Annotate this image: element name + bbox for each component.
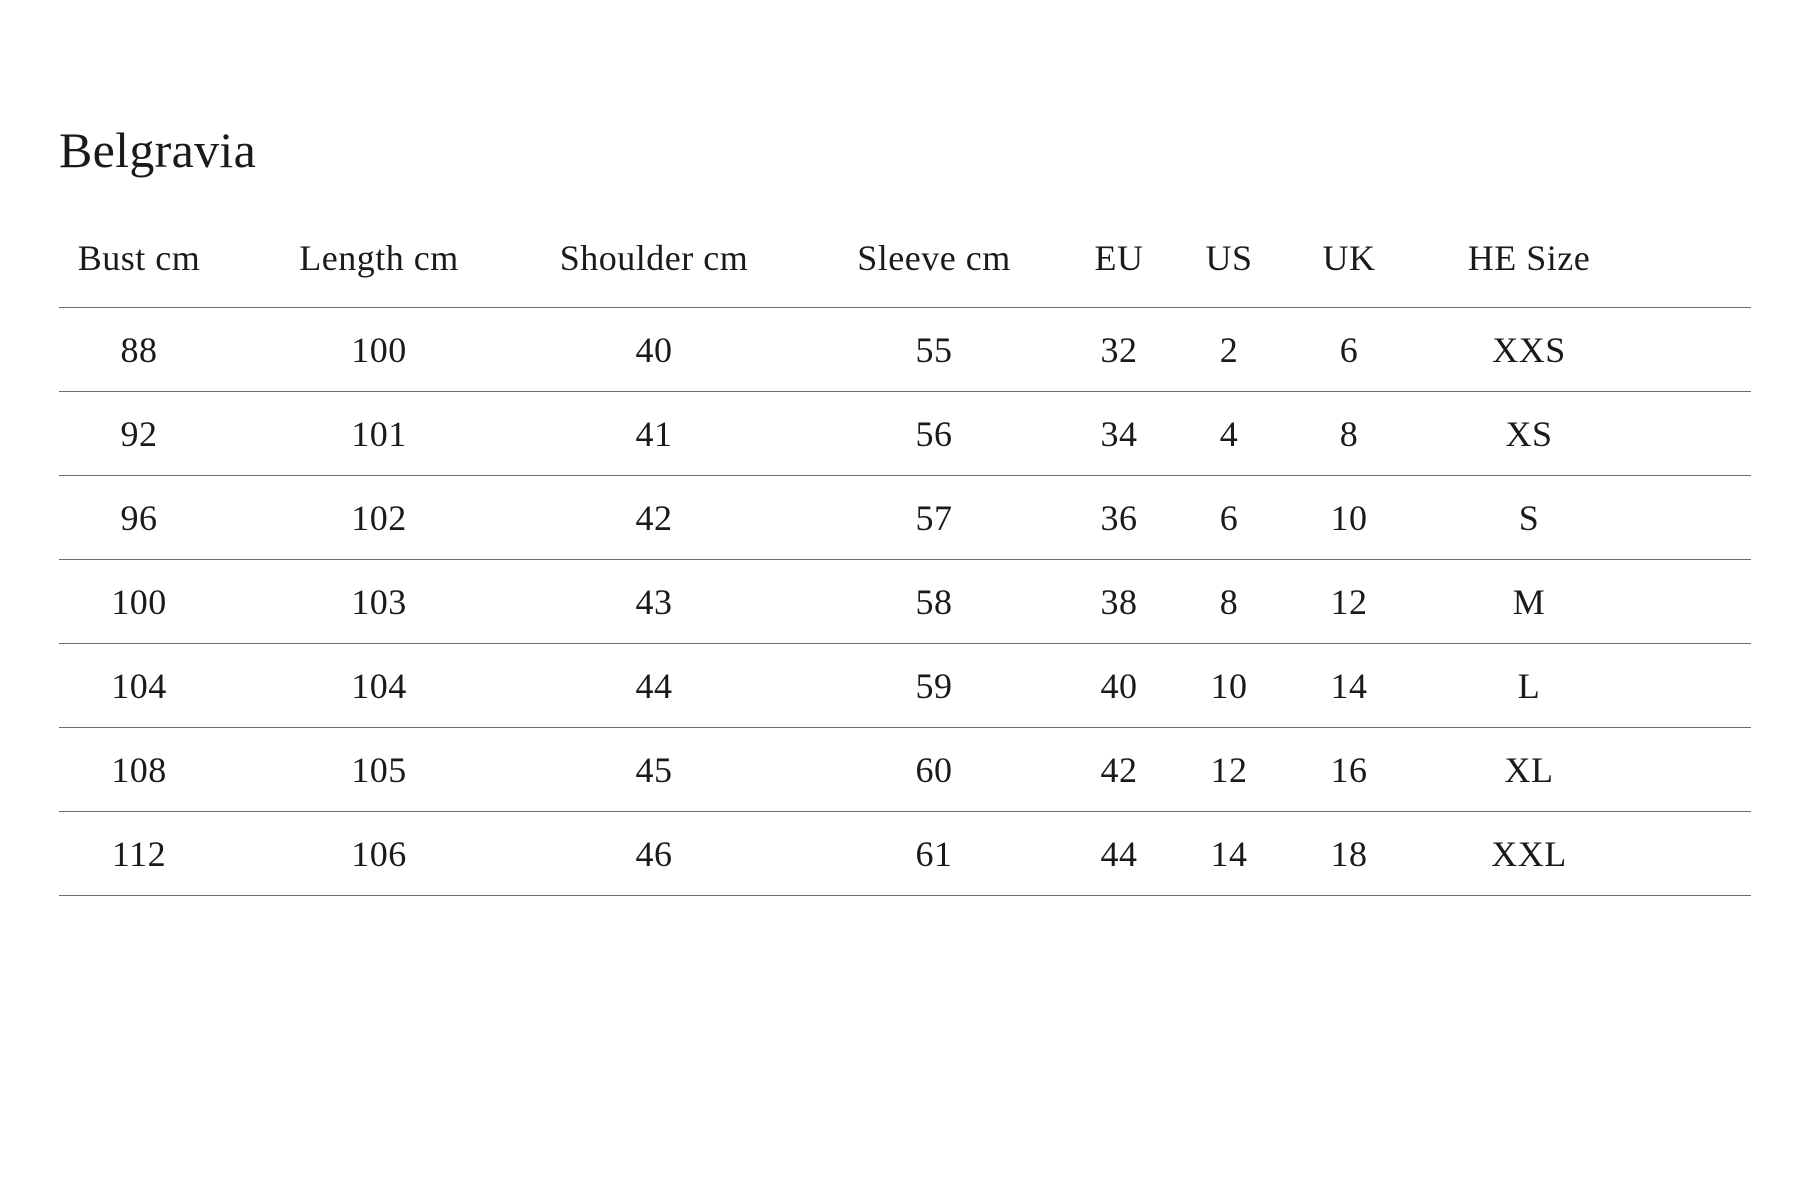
cell-bust: 100 [111, 581, 167, 622]
header-eu: EU [1094, 238, 1144, 278]
header-sleeve: Sleeve cm [857, 238, 1011, 278]
cell-shoulder: 43 [635, 581, 673, 622]
header-he-size: HE Size [1467, 238, 1591, 278]
cell-bust: 92 [120, 413, 158, 454]
cell-eu: 38 [1100, 581, 1138, 622]
size-table [59, 225, 1751, 896]
cell-length: 104 [351, 665, 407, 706]
cell-shoulder: 45 [635, 749, 673, 790]
cell-uk: 18 [1330, 833, 1368, 874]
cell-shoulder: 42 [635, 497, 673, 538]
header-bust: Bust cm [77, 238, 201, 278]
header-shoulder: Shoulder cm [559, 238, 749, 278]
cell-bust: 96 [120, 497, 158, 538]
cell-sleeve: 59 [915, 665, 953, 706]
table-row [59, 560, 1751, 644]
cell-length: 105 [351, 749, 407, 790]
cell-sleeve: 60 [915, 749, 953, 790]
cell-sleeve: 61 [915, 833, 953, 874]
cell-eu: 32 [1100, 329, 1138, 370]
cell-uk: 10 [1330, 497, 1368, 538]
cell-us: 14 [1210, 833, 1248, 874]
cell-uk: 14 [1330, 665, 1368, 706]
cell-sleeve: 55 [915, 329, 953, 370]
cell-bust: 104 [111, 665, 167, 706]
table-row [59, 644, 1751, 728]
cell-he-size: S [1518, 497, 1540, 538]
cell-uk: 8 [1339, 413, 1359, 454]
cell-length: 102 [351, 497, 407, 538]
cell-shoulder: 44 [635, 665, 673, 706]
cell-us: 2 [1219, 329, 1239, 370]
cell-he-size: M [1512, 581, 1546, 622]
cell-shoulder: 46 [635, 833, 673, 874]
cell-shoulder: 41 [635, 413, 673, 454]
table-row [59, 728, 1751, 812]
cell-eu: 34 [1100, 413, 1138, 454]
cell-bust: 112 [111, 833, 167, 874]
cell-length: 101 [351, 413, 407, 454]
cell-shoulder: 40 [635, 329, 673, 370]
table-row [59, 392, 1751, 476]
cell-uk: 16 [1330, 749, 1368, 790]
cell-bust: 88 [120, 329, 158, 370]
header-length: Length cm [299, 238, 459, 278]
cell-uk: 12 [1330, 581, 1368, 622]
cell-he-size: XXS [1492, 329, 1566, 370]
table-header-row [59, 225, 1751, 308]
cell-us: 10 [1210, 665, 1248, 706]
cell-sleeve: 58 [915, 581, 953, 622]
cell-eu: 36 [1100, 497, 1138, 538]
cell-sleeve: 57 [915, 497, 953, 538]
page-title: Belgravia [59, 122, 257, 178]
table-row [59, 476, 1751, 560]
cell-he-size: L [1517, 665, 1541, 706]
cell-us: 12 [1210, 749, 1248, 790]
cell-sleeve: 56 [915, 413, 953, 454]
cell-eu: 44 [1100, 833, 1138, 874]
cell-length: 100 [351, 329, 407, 370]
cell-us: 8 [1219, 581, 1239, 622]
cell-he-size: XL [1504, 749, 1554, 790]
cell-he-size: XXL [1491, 833, 1567, 874]
cell-length: 106 [351, 833, 407, 874]
cell-us: 6 [1219, 497, 1239, 538]
cell-bust: 108 [111, 749, 167, 790]
header-us: US [1205, 238, 1253, 278]
table-row [59, 308, 1751, 392]
cell-he-size: XS [1505, 413, 1553, 454]
cell-uk: 6 [1339, 329, 1359, 370]
cell-length: 103 [351, 581, 407, 622]
table-row [59, 812, 1751, 896]
cell-eu: 42 [1100, 749, 1138, 790]
header-uk: UK [1322, 238, 1376, 278]
cell-us: 4 [1219, 413, 1239, 454]
cell-eu: 40 [1100, 665, 1138, 706]
